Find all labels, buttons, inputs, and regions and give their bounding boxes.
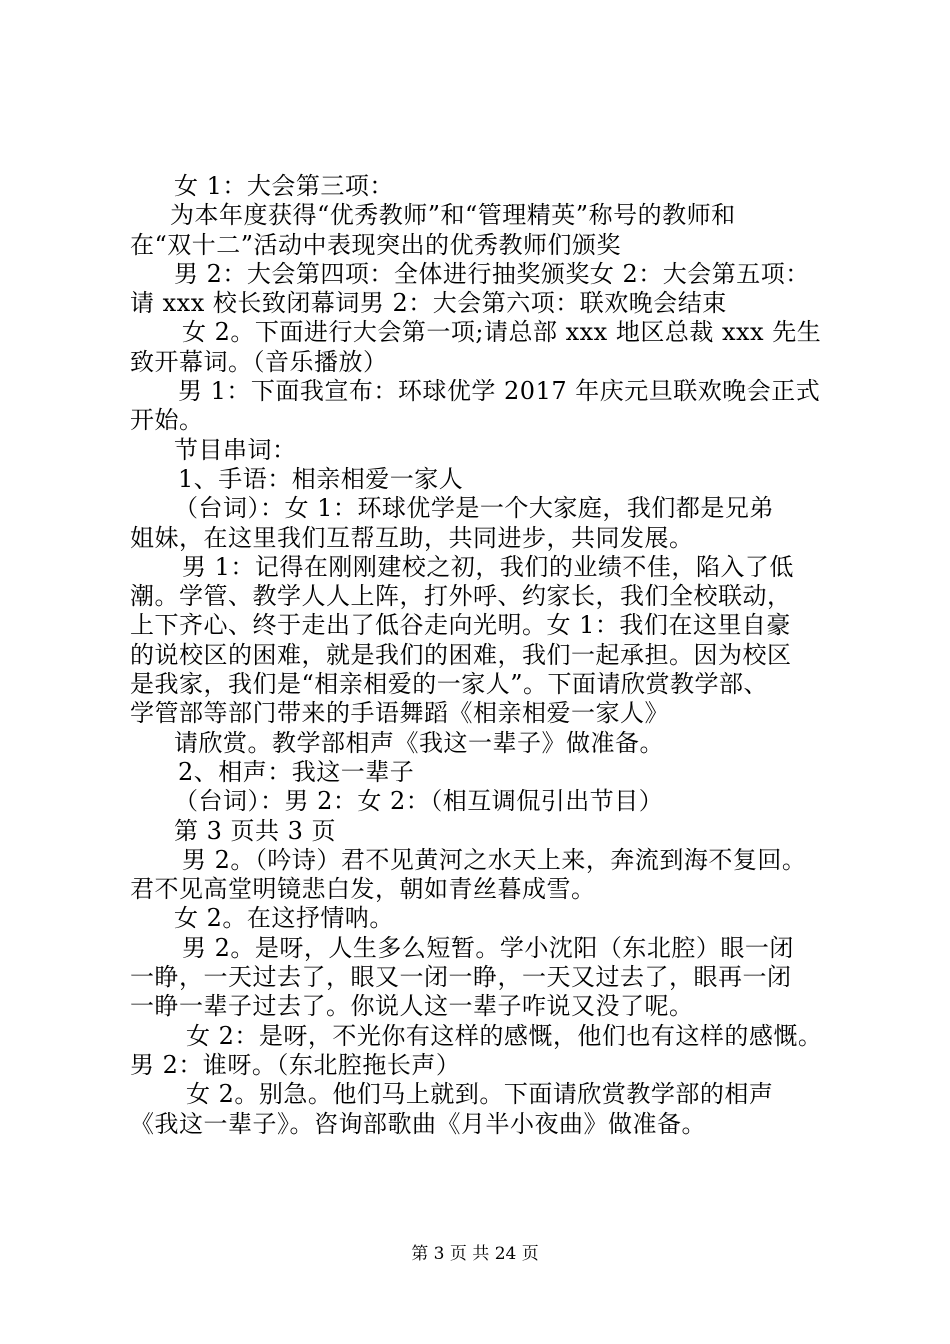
- text-line: 女 2。别急。他们马上就到。下面请欣赏教学部的相声: [186, 1080, 774, 1109]
- text-line: 男 2：谁呀。（东北腔拖长声）: [130, 1050, 461, 1079]
- text-line: 开始。: [130, 406, 204, 435]
- text-line: 女 2：是呀，不光你有这样的感慨，他们也有这样的感慨。: [186, 1021, 823, 1050]
- text-line: 致开幕词。（音乐播放）: [130, 347, 388, 376]
- text-line: 的说校区的困难，就是我们的困难，我们一起承担。因为校区: [130, 640, 792, 669]
- text-line: 男 2。（吟诗）君不见黄河之水天上来，奔流到海不复回。: [182, 845, 807, 874]
- text-line: 女 2。在这抒情呐。: [174, 904, 394, 933]
- text-line: 请欣赏。教学部相声《我这一辈子》做准备。: [174, 728, 664, 757]
- text-line: 是我家，我们是“相亲相爱的一家人”。下面请欣赏教学部、: [130, 670, 769, 699]
- text-line: 女 2。下面进行大会第一项;请总部 xxx 地区总裁 xxx 先生: [182, 318, 822, 347]
- text-line: 上下齐心、终于走出了低谷走向光明。女 1：我们在这里自豪: [130, 611, 791, 640]
- text-line: 一睁一辈子过去了。你说人这一辈子咋说又没了呢。: [130, 992, 694, 1021]
- text-line: 一睁，一天过去了，眼又一闭一睁，一天又过去了，眼再一闭: [130, 963, 792, 992]
- text-line: 2、相声：我这一辈子: [178, 757, 415, 786]
- document-body: [130, 172, 840, 1139]
- text-line: 女 1：大会第三项：: [174, 172, 394, 200]
- text-line: 男 1：下面我宣布：环球优学 2017 年庆元旦联欢晚会正式: [178, 377, 821, 406]
- text-line: 男 1：记得在刚刚建校之初，我们的业绩不佳，陷入了低: [182, 552, 794, 581]
- text-line: 请 xxx 校长致闭幕词男 2：大会第六项：联欢晚会结束: [130, 289, 727, 318]
- text-line: 男 2：大会第四项：全体进行抽奖颁奖女 2：大会第五项：: [174, 259, 810, 288]
- text-line: 节目串词：: [174, 435, 297, 464]
- text-line: 在“双十二”活动中表现突出的优秀教师们颁奖: [130, 230, 622, 259]
- text-line: 潮。学管、教学人人上阵，打外呼、约家长，我们全校联动，: [130, 582, 792, 611]
- text-line: 1、手语：相亲相爱一家人: [178, 464, 464, 493]
- text-line: 君不见高堂明镜悲白发，朝如青丝暮成雪。: [130, 875, 596, 904]
- text-line: 学管部等部门带来的手语舞蹈《相亲相爱一家人》: [130, 699, 669, 728]
- text-line: （台词）：男 2：女 2：（相互调侃引出节目）: [174, 787, 664, 816]
- text-line: 男 2。是呀，人生多么短暂。学小沈阳（东北腔）眼一闭: [182, 933, 794, 962]
- text-line: （台词）：女 1：环球优学是一个大家庭，我们都是兄弟: [174, 494, 774, 523]
- text-line: 姐妹，在这里我们互帮互助，共同进步，共同发展。: [130, 523, 694, 552]
- text-line: 为本年度获得“优秀教师”和“管理精英”称号的教师和: [170, 201, 736, 230]
- text-line: 《我这一辈子》。咨询部歌曲《月半小夜曲》做准备。: [130, 1109, 706, 1138]
- page-footer: 第 3 页 共 24 页: [411, 1244, 539, 1264]
- page-marker: 第 3 页共 3 页: [174, 816, 337, 845]
